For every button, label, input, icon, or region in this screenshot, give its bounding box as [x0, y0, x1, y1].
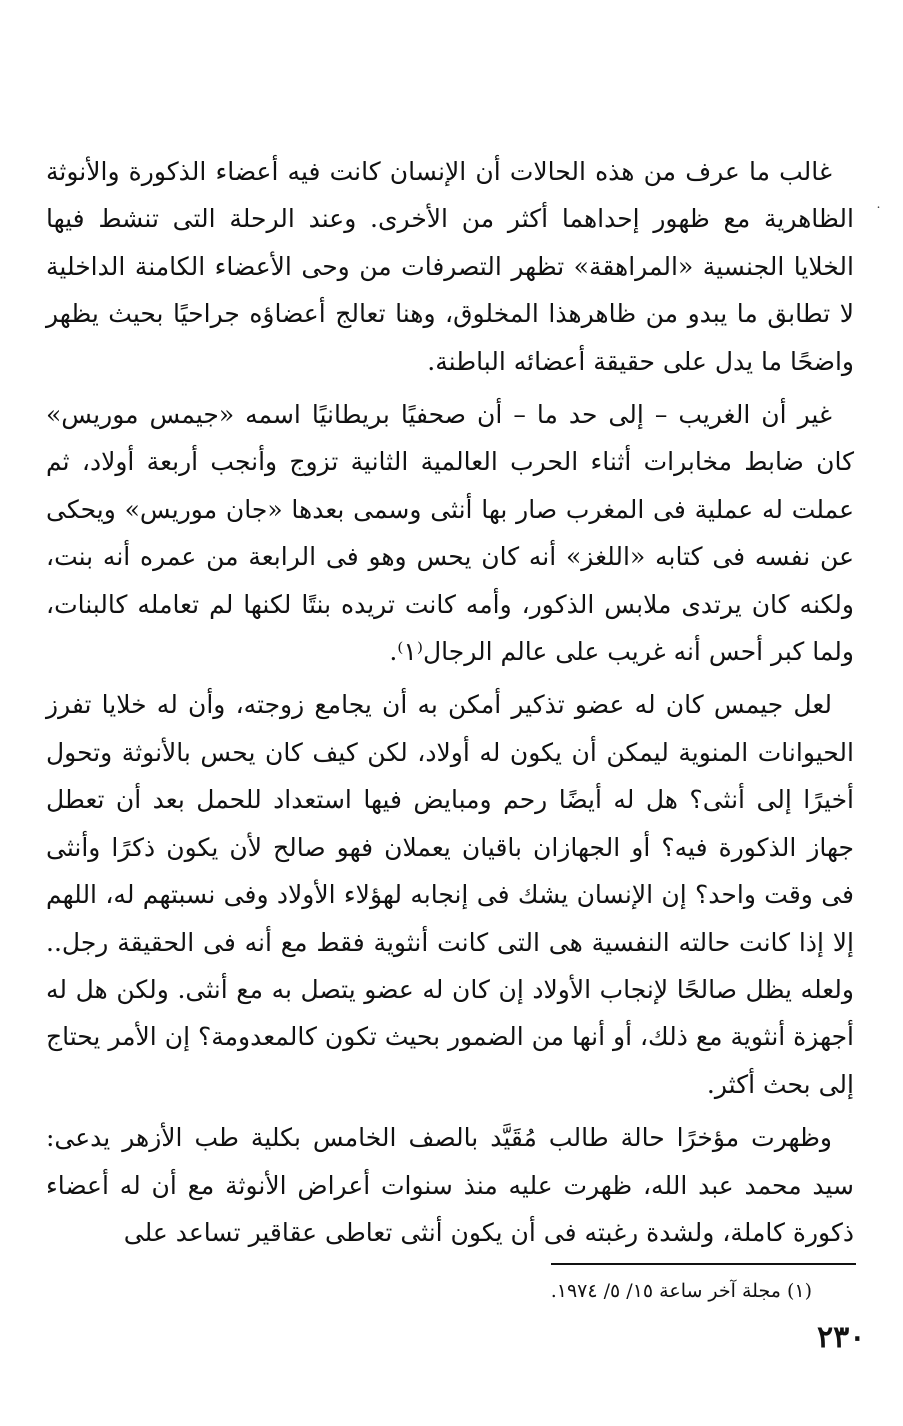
- paragraph-3: لعل جيمس كان له عضو تذكير أمكن به أن يجامع زوجته، وأن له خلايا تفرز الحيوانات المنوية ليمكن أن يكون له أولاد، لكن كيف كان يحس بالأنوثة وتحول أخيرًا إلى أنثى؟ هل له أيضًا رحم ومبايض فيها استعداد للحمل بعد أن تعطل جهاز الذكورة فيه؟ أو الجهازان باقيان يعملان فهو صالح لأن يكون ذكرًا وأنثى فى وقت واحد؟ إن الإنسان يشك فى إنجابه لهؤلاء الأولاد وفى نسبتهم له، اللهم إلا إذا كانت حالته النفسية هى التى كانت أنثوية فقط مع أنه فى الحقيقة رجل.. ولعله يظل صالحًا لإنجاب الأولاد إن كان له عضو يتصل به مع أنثى. ولكن هل له أجهزة أنثوية مع ذلك، أو أنها من الضمور بحيث تكون كالمعدومة؟ إن الأمر يحتاج إلى بحث أكثر.: [46, 690, 854, 1099]
- paragraph-1: غالب ما عرف من هذه الحالات أن الإنسان كانت فيه أعضاء الذكورة والأنوثة الظاهرية مع ظهور إحداهما أكثر من الأخرى. وعند الرحلة التى تنشط فيها الخلايا الجنسية «المراهقة» تظهر التصرفات من وحى الأعضاء الكامنة الداخلية لا تطابق ما يبدو من ظاهرهذا المخلوق، وهنا تعالج أعضاؤه جراحيًا بحيث يظهر واضحًا ما يدل على حقيقة أعضائه الباطنة.: [46, 157, 854, 376]
- paragraph-2: غير أن الغريب – إلى حد ما – أن صحفيًا بريطانيًا اسمه «جيمس موريس» كان ضابط مخابرات أثناء الحرب العالمية الثانية تزوج وأنجب أربعة أولاد، ثم عملت له عملية فى المغرب صار بها أنثى وسمى بعدها «جان موريس» ويحكى عن نفسه فى كتابه «اللغز» أنه كان يحس وهو فى الرابعة من عمره أنه بنت، ولكنه كان يرتدى ملابس الذكور، وأمه كانت تريده بنتًا لكنها لم تعامله كالبنات، ولما كبر أحس أنه غريب على عالم الرجال⁽١⁾.: [46, 400, 854, 667]
- paragraph-4: وظهرت مؤخرًا حالة طالب مُقَيَّد بالصف الخامس بكلية طب الأزهر يدعى: سيد محمد عبد الله، ظهرت عليه منذ سنوات أعراض الأنوثة مع أن له أعضاء ذكورة كاملة، ولشدة رغبته فى أن يكون أنثى تعاطى عقاقير تساعد على: [46, 1123, 854, 1247]
- margin-mark: ˙: [875, 205, 882, 221]
- footnote: (١) مجلة آخر ساعة ١٥/ ٥/ ١٩٧٤.: [550, 1280, 812, 1302]
- body-text: [46, 148, 854, 1256]
- footnote-divider: [551, 1263, 856, 1265]
- page-number: ٢٣٠: [817, 1320, 866, 1355]
